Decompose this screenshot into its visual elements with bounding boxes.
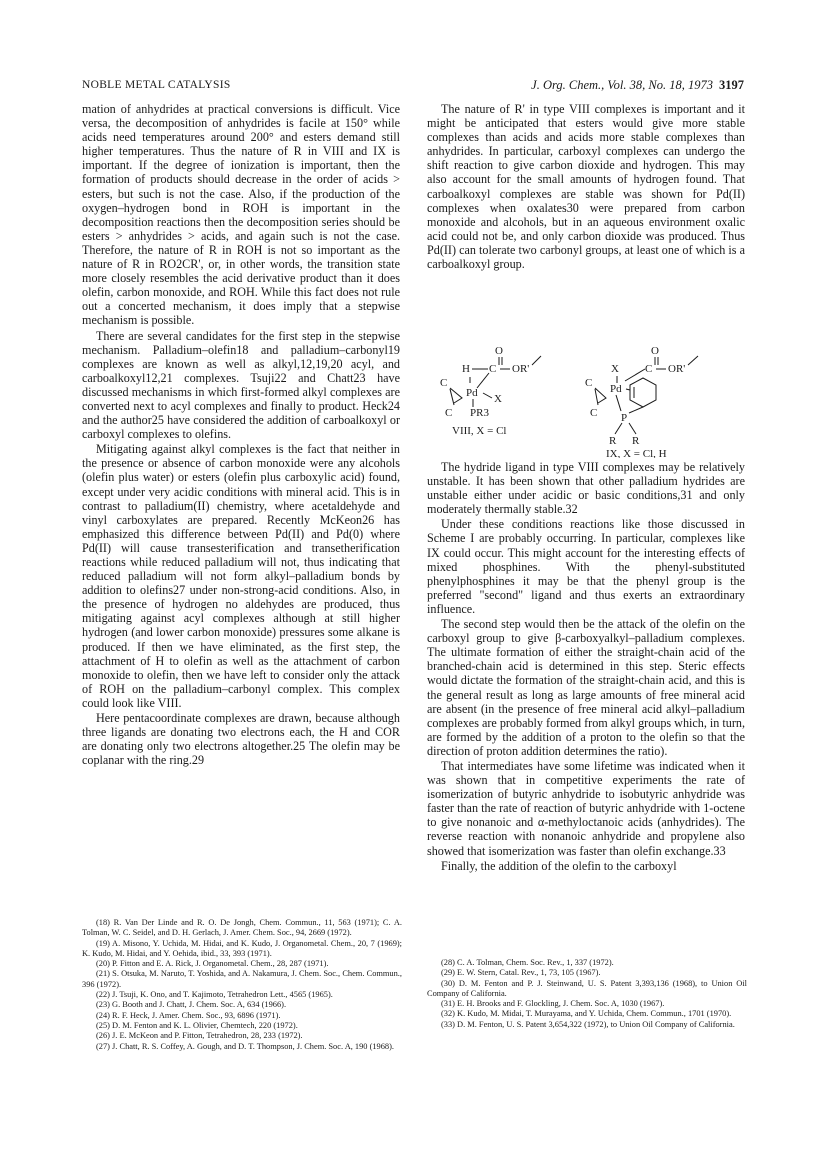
paragraph: The hydride ligand in type VIII complexes may be relatively unstable. It has been shown that other palladium hydrides are unstable either under acidic or basic conditions,31 and only moderately thermally stable.32	[427, 460, 745, 517]
structure-viii	[440, 345, 541, 437]
atom-c: C	[440, 377, 448, 389]
atom-r: R	[609, 435, 617, 447]
left-column	[82, 102, 400, 767]
footnote: (18) R. Van Der Linde and R. O. De Jongh, Chem. Commun., 11, 563 (1971); C. A. Tolman, W. C. Seidel, and D. H. Gerlach, J. Amer. Chem. Soc., 94, 2669 (1972).	[82, 918, 402, 938]
atom-c: C	[445, 407, 453, 419]
footnote: (31) E. H. Brooks and F. Glockling, J. Chem. Soc. A, 1030 (1967).	[441, 999, 665, 1009]
footnotes-left	[82, 918, 402, 1052]
footnote: (29) E. W. Stern, Catal. Rev., 1, 73, 105 (1967).	[441, 968, 601, 978]
footnote: (30) D. M. Fenton and P. J. Steinwand, U. S. Patent 3,393,136 (1968), to Union Oil Company of California.	[427, 978, 747, 998]
paragraph: That intermediates have some lifetime was indicated when it was shown that in competitive experiments the rate of isomerization of butyric anhydride to isobutyric anhydride was faster than the rate of reaction of butyric anhydride with 1-octene to give nonanoic and α-methyloctanoic acids (anhydrides). The reverse reaction with nonanoic anhydride and propylene also showed that isomerization was faster than olefin exchange.33	[427, 758, 745, 858]
atom-o: O	[495, 345, 503, 357]
footnote: (28) C. A. Tolman, Chem. Soc. Rev., 1, 337 (1972).	[441, 958, 614, 967]
atom-c: C	[489, 363, 497, 375]
right-column-bottom	[427, 460, 745, 873]
atom-c: C	[590, 407, 598, 419]
paragraph: Finally, the addition of the olefin to the carboxyl	[441, 858, 677, 873]
atom-pd: Pd	[466, 387, 478, 399]
atom-h: H	[462, 363, 470, 375]
footnote: (19) A. Misono, Y. Uchida, M. Hidai, and K. Kudo, J. Organometal. Chem., 20, 7 (1969); K. Kudo, M. Hidai, and Y. Oehida, ibid., 33, 393 (1971).	[82, 938, 402, 958]
page-number: 3197	[719, 78, 744, 92]
footnote: (22) J. Tsuji, K. Ono, and T. Kajimoto, Tetrahedron Lett., 4565 (1965).	[96, 990, 333, 1000]
atom-r: R	[632, 435, 640, 447]
structure-label-ix: IX, X = Cl, H	[606, 448, 667, 458]
paragraph: The second step would then be the attack of the olefin on the carboxyl group to give β-carboxyalkyl–palladium complexes. The ultimate formation of either the straight-chain acid of the branched-chain acid is determined in this step. Steric effects would dictate the formation of the straight-chain acid, and this is the general result as long as large amounts of free mineral acid are absent (in the presence of free mineral acid alkyl–palladium complexes are probably formed from alkyl groups which, in turn, are formed by the addition of a proton to the olefin so that the direction of proton addition determines the ratio).	[427, 617, 745, 758]
footnote: (27) J. Chatt, R. S. Coffey, A. Gough, and D. T. Thompson, J. Chem. Soc. A, 190 (1968).	[96, 1041, 395, 1051]
footnote: (21) S. Otsuka, M. Naruto, T. Yoshida, and A. Nakamura, J. Chem. Soc., Chem. Commun., 396 (1972).	[82, 969, 402, 989]
running-head-right	[531, 78, 744, 93]
footnote: (24) R. F. Heck, J. Amer. Chem. Soc., 93, 6896 (1971).	[96, 1010, 281, 1020]
paragraph: mation of anhydrides at practical conversions is difficult. Vice versa, the decomposition of anhydrides is facile at 150° while acids need temperatures around 200° and esters demand still higher temperatures. Thus the nature of R in VIII and IX is important. If the degree of ionization is important, then the formation of products should decrease in the order of acids > esters, but such is not the case. Also, if the production of the oxygen–hydrogen bond in ROH is important in the decomposition reactions then the decomposition series should be esters > anhydrides > acids, and again such is not the case. Therefore, the nature of R in ROH is not so important as the nature of R in RO2CR', or, in other words, the transition state more closely resembles the acid derivative product than it does olefin, carbon monoxide, and ROH. While this fact does not rule out a concerted mechanism, it does imply that a stepwise mechanism is possible.	[82, 102, 400, 328]
running-head-left: NOBLE METAL CATALYSIS	[82, 79, 231, 91]
paragraph: The nature of R' in type VIII complexes is important and it might be anticipated that esters would give more stable complexes than acids and acids more stable complexes than anhydrides. In particular, carboxyl complexes can undergo the shift reaction to give carbon dioxide and hydrogen. This may also account for the small amounts of hydrogen found. That carboalkoxyl complexes are stable was shown for Pd(II) complexes when oxalates30 were prepared from carbon monoxide and alcohols, but in an aqueous environment oxalic acid could not be, and only carbon dioxide was produced. Thus Pd(II) can tolerate two carbonyl groups, at least one of which is a carboalkoxyl group.	[427, 102, 745, 272]
footnote: (25) D. M. Fenton and K. L. Olivier, Chemtech, 220 (1972).	[96, 1020, 298, 1030]
footnote: (33) D. M. Fenton, U. S. Patent 3,654,322 (1972), to Union Oil Company of California.	[441, 1019, 735, 1029]
paragraph: Here pentacoordinate complexes are drawn, because although three ligands are donating two electrons each, the H and COR are donating only two electrons altogether.25 The olefin may be coplanar with the ring.29	[82, 711, 400, 768]
structure-label-viii: VIII, X = Cl	[452, 425, 507, 437]
atom-o: O	[651, 345, 659, 357]
footnote: (26) J. E. McKeon and P. Fitton, Tetrahedron, 28, 233 (1972).	[96, 1031, 303, 1041]
atom-or: OR'	[512, 363, 530, 375]
footnote: (20) P. Fitton and E. A. Rick, J. Organometal. Chem., 28, 287 (1971).	[96, 959, 329, 969]
atom-pr3: PR3	[470, 407, 489, 419]
atom-x: X	[494, 393, 502, 405]
paragraph: Under these conditions reactions like those discussed in Scheme I are probably occurring. In particular, complexes like IX could occur. This might account for the interesting effects of mixed phosphines. With the phenyl-substituted phenylphosphines it may be that the phenyl group is the preferred "second" ligand and thus exerts an extraordinary influence.	[427, 517, 745, 616]
atom-c: C	[585, 377, 593, 389]
atom-or: OR'	[668, 363, 686, 375]
atom-p: P	[621, 412, 628, 424]
atom-x: X	[611, 363, 619, 375]
atom-c: C	[645, 363, 653, 375]
footnote: (32) K. Kudo, M. Midai, T. Murayama, and Y. Uchida, Chem. Commun., 1701 (1970).	[441, 1009, 732, 1019]
chemical-structures	[440, 343, 740, 458]
structure-ix	[585, 345, 698, 458]
footnotes-right	[427, 958, 747, 1030]
footnote: (23) G. Booth and J. Chatt, J. Chem. Soc. A, 634 (1966).	[96, 1000, 287, 1010]
journal-citation: J. Org. Chem., Vol. 38, No. 18, 1973	[531, 78, 713, 92]
right-column-top	[427, 102, 745, 271]
paragraph: There are several candidates for the first step in the stepwise mechanism. Palladium–olefin18 and palladium–carbonyl19 complexes are known as well as alkyl,12,19,20 acyl, and carboalkoxyl12,21 complexes. Tsuji22 and Chatt23 have discussed mechanisms in which first-formed alkyl complexes are converted next to acyl complexes and finally to product. Heck24 and the author25 have considered the addition of carboalkoxyl or carboxyl complexes to olefins.	[82, 328, 400, 442]
paragraph: Mitigating against alkyl complexes is the fact that neither in the presence or absence of carbon monoxide were any alcohols (olefin plus water) or esters (olefin plus carboxylic acid) found, except under very acidic conditions with mineral acid. This is in contrast to palladium(II) chemistry, where acetaldehyde and vinyl carboxylates are prepared. Recently McKeon26 has emphasized this difference between Pd(II) and Pd(0) where Pd(II) will cause transesterification and transetherification reactions while reduced palladium will not, thus indicating that reduced palladium will not form alkyl–palladium bonds by addition to olefins27 under non-strong-acid conditions. Also, in the presence of hydrogen no aldehydes are produced, thus mitigating against acyl complexes although at still higher hydrogen (and lower carbon monoxide) pressures some alkane is produced. If then we have eliminated, as the first step, the attachment of H to olefin as well as the attachment of carbon monoxide to olefin, then we have left to consider only the attack of ROH on the palladium–carbonyl complex. This complex could look like VIII.	[82, 442, 400, 710]
atom-pd: Pd	[610, 383, 622, 395]
